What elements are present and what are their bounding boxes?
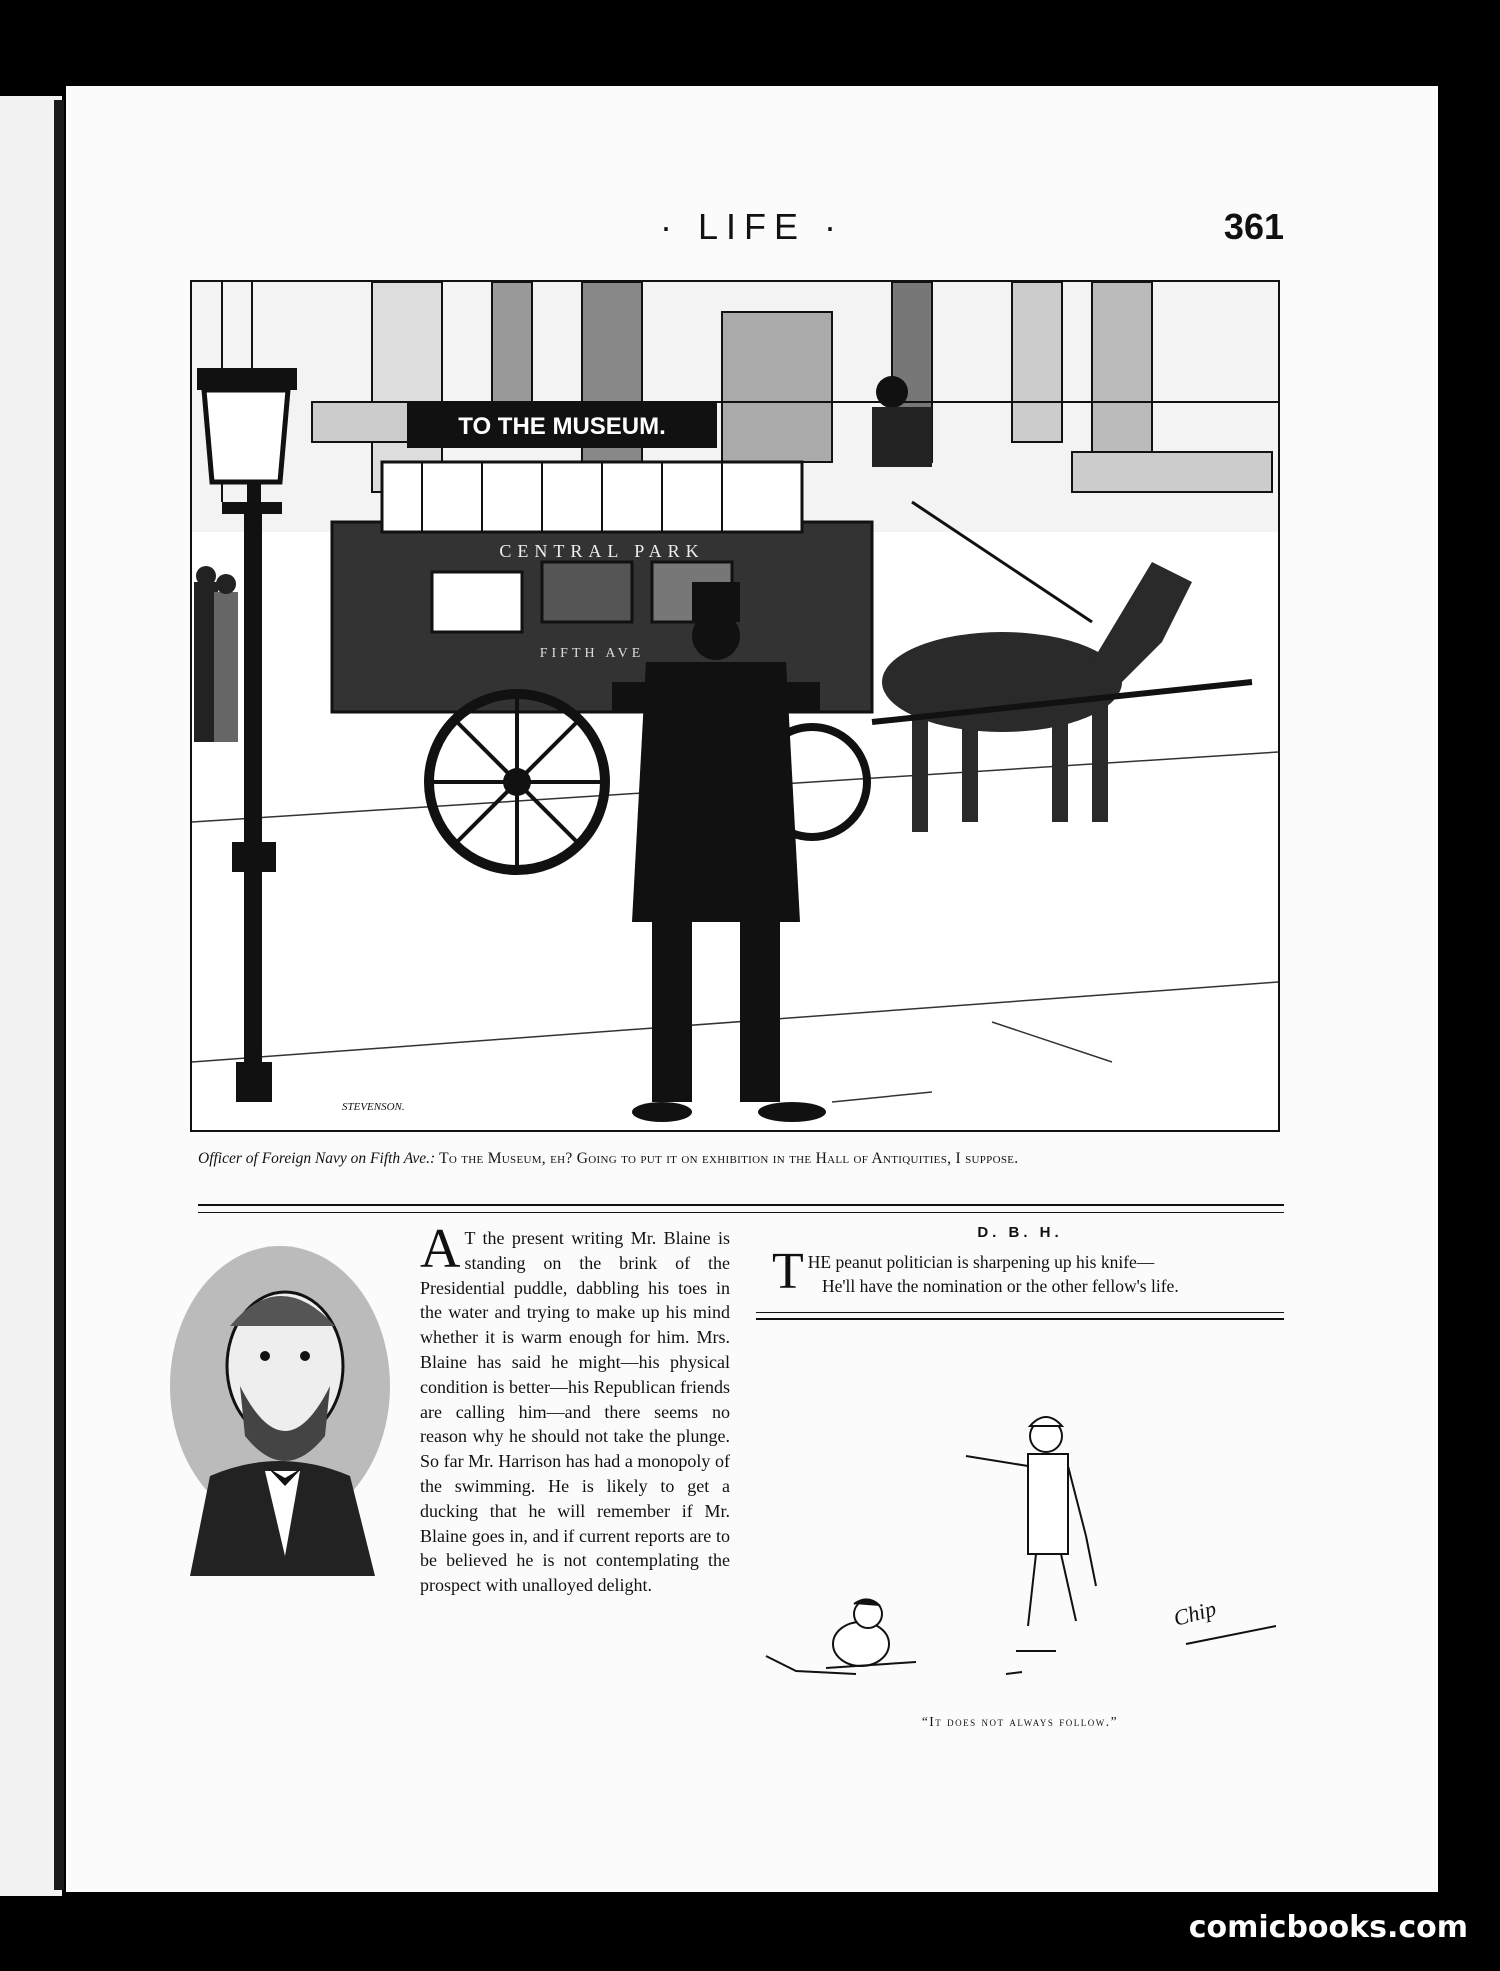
poem-line-2: He'll have the nomination or the other fellow's life. (822, 1276, 1179, 1296)
cartoon-caption: “It does not always follow.” (921, 1714, 1119, 1729)
article-body: T the present writing Mr. Blaine is standing on the brink of the Presidential puddle, dabbling his toes in the water and trying to make up his mind whether it is warm enough for him. Mrs. Blaine has said he might—his physical condition is better—his Republican friends are calling him—and there seems no reason why he should not take the plunge. So far Mr. Harrison has had a monopoly of the swimming. He is likely to get a ducking that he will remember if Mr. Blaine goes in, and if current reports are to be believed he is not contemplating the prospect with unalloyed delight. (420, 1228, 730, 1596)
coach-top-lettering: CENTRAL PARK (499, 541, 705, 561)
museum-sign: TO THE MUSEUM. (458, 413, 666, 440)
section-divider (198, 1204, 1284, 1213)
illustration-caption (198, 1148, 1284, 1169)
poem (772, 1243, 1292, 1300)
article-dropcap: A (420, 1218, 461, 1280)
caption-speaker: Officer of Foreign Navy on Fifth Ave.: (198, 1150, 436, 1167)
book-spine (54, 100, 64, 1890)
blaine-article (420, 1218, 730, 1598)
coach-side-lettering: FIFTH AVE (539, 646, 645, 661)
magazine-title: · LIFE · (659, 206, 844, 247)
main-illustration (190, 280, 1280, 1132)
artist-signature: STEVENSON. (342, 1101, 405, 1113)
blaine-portrait (150, 1236, 410, 1576)
caption-text: To the Museum, eh? Going to put it on exhibition in the Hall of Antiquities, I suppose. (439, 1150, 1019, 1167)
horse (872, 502, 1252, 832)
poem-divider (756, 1312, 1284, 1320)
poem-title: D. B. H. (977, 1224, 1063, 1241)
page-header (66, 206, 1438, 266)
site-watermark: comicbooks.com (1188, 1910, 1468, 1945)
page-number: 361 (1223, 206, 1284, 247)
cartoon-signature: Chip (1170, 1595, 1219, 1631)
magazine-page (66, 86, 1438, 1892)
poem-dropcap: T (772, 1243, 804, 1300)
chip-cartoon (756, 1326, 1284, 1696)
left-page-edge (0, 96, 62, 1896)
poem-line-1: HE peanut politician is sharpening up his knife— (807, 1252, 1155, 1272)
